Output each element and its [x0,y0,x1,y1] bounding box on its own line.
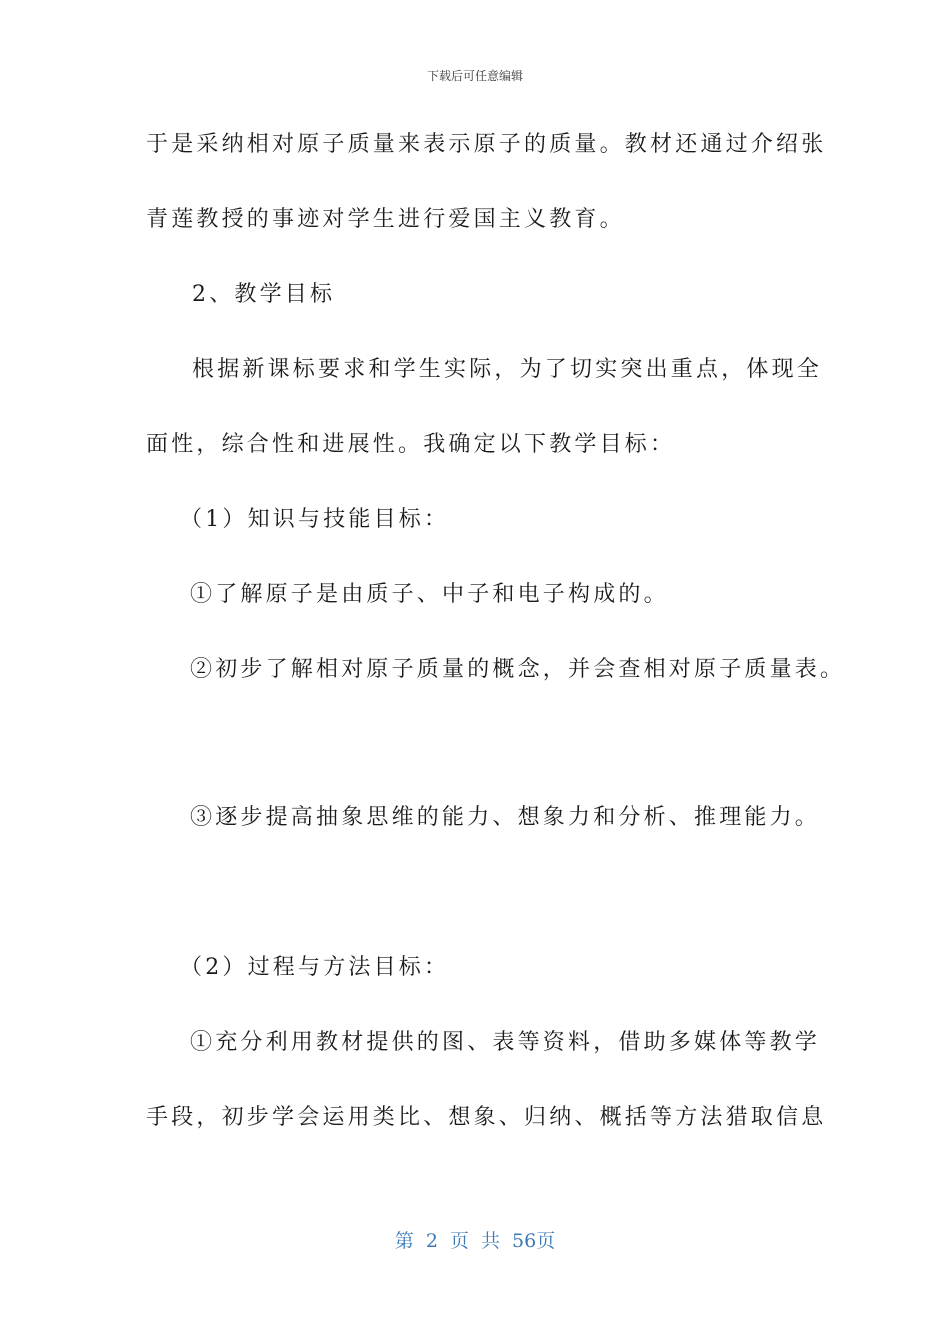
list-item-knowledge-3: ③逐步提高抽象思维的能力、想象力和分析、推理能力。 [190,805,821,830]
body-line-2: 青莲教授的事迹对学生进行爱国主义教育。 [146,207,625,232]
body-line-4: 根据新课标要求和学生实际，为了切实突出重点，体现全 [192,357,823,382]
list-item-knowledge-2: ②初步了解相对原子质量的概念，并会查相对原子质量表。 [190,657,846,682]
page-footer: 第 2 页 共 56页 [394,1230,556,1252]
list-item-knowledge-1: ①了解原子是由质子、中子和电子构成的。 [190,582,669,607]
subheading-knowledge-skills: （1）知识与技能目标： [180,507,450,532]
subheading-process-method: （2）过程与方法目标： [180,955,450,980]
body-line-1: 于是采纳相对原子质量来表示原子的质量。教材还通过介绍张 [146,132,827,157]
body-line-5: 面性，综合性和进展性。我确定以下教学目标： [146,432,676,457]
page-header: 下载后可任意编辑 [426,69,523,83]
list-item-process-1: ①充分利用教材提供的图、表等资料，借助多媒体等教学 [190,1030,821,1055]
section-heading-teaching-goals: 2、教学目标 [192,282,336,307]
body-line-12: 手段，初步学会运用类比、想象、归纳、概括等方法猎取信息 [146,1105,827,1130]
